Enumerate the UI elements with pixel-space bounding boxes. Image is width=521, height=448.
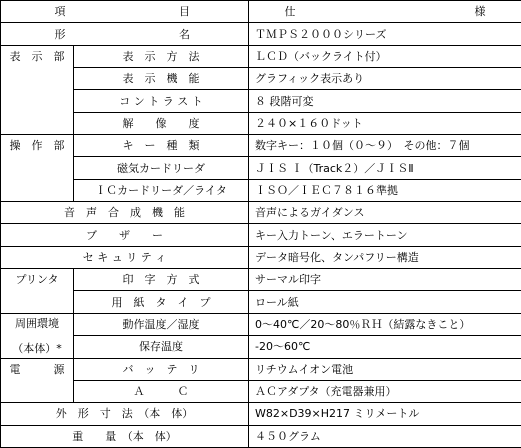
- power-row: [1, 380, 521, 402]
- ac-value: ＡＣアダプタ（充電器兼用）: [249, 380, 521, 402]
- voice-value: 音声によるガイダンス: [249, 202, 521, 224]
- header-spec-cell: [249, 1, 521, 23]
- display-row: [1, 90, 521, 112]
- weight-value: ４５０グラム: [249, 425, 521, 447]
- paper-type-value: ロール紙: [249, 291, 521, 313]
- display-row: [1, 68, 521, 90]
- operating-temp-label: 動作温度／湿度: [74, 313, 249, 335]
- voice-row: [1, 202, 521, 224]
- buzzer-row: [1, 224, 521, 246]
- display-function-label: 表 示 機 能: [74, 68, 249, 90]
- security-value: データ暗号化、タンパフリー構造: [249, 246, 521, 268]
- header-spec-left: 仕: [284, 5, 296, 19]
- model-label-right: 名: [179, 27, 190, 41]
- environment-row: [1, 313, 521, 335]
- security-label: セ キ ュ リ テ ィ: [1, 246, 249, 268]
- printer-row: [1, 269, 521, 291]
- paper-type-label: 用 紙 タ イ プ: [74, 291, 249, 313]
- storage-temp-label: 保存温度: [74, 336, 249, 358]
- security-row: [1, 246, 521, 268]
- display-method-label: 表 示 方 法: [74, 45, 249, 67]
- key-type-value: 数字キー：１０個（０～９） その他：７個: [249, 135, 521, 157]
- model-label-left: 形: [54, 27, 66, 41]
- ac-label: Ａ Ｃ: [74, 380, 249, 402]
- resolution-label: 解 像 度: [74, 112, 249, 134]
- battery-value: リチウムイオン電池: [249, 358, 521, 380]
- power-row: [1, 358, 521, 380]
- contrast-value: ８ 段階可変: [249, 90, 521, 112]
- operation-group-label: 操 作 部: [1, 135, 74, 202]
- contrast-label: コ ン ト ラ ス ト: [74, 90, 249, 112]
- environment-row: [1, 336, 521, 358]
- model-row: [1, 23, 521, 45]
- model-label-cell: [1, 23, 249, 45]
- operation-row: [1, 157, 521, 179]
- operating-temp-value: 0～40℃／20～80％ＲＨ（結露なきこと）: [249, 313, 521, 335]
- weight-label: 重 量 （本 体）: [1, 425, 249, 447]
- environment-group-line2: （本体）*: [12, 341, 62, 355]
- dimensions-value: W82×D39×H217 ミリメートル: [249, 403, 521, 425]
- header-item-right: 目: [179, 5, 190, 19]
- dimensions-row: [1, 403, 521, 425]
- key-type-label: キ ー 種 類: [74, 135, 249, 157]
- display-method-value: ＬＣＤ（バックライト付）: [249, 45, 521, 67]
- printer-row: [1, 291, 521, 313]
- operation-row: [1, 135, 521, 157]
- voice-label: 音 声 合 成 機 能: [1, 202, 249, 224]
- weight-row: [1, 425, 521, 447]
- print-method-label: 印 字 方 式: [74, 269, 249, 291]
- header-item-left: 項: [54, 5, 66, 19]
- dimensions-label: 外 形 寸 法 （本 体）: [1, 403, 249, 425]
- environment-group-label: [1, 313, 74, 358]
- ic-reader-value: ＩＳＯ／ＩＥＣ７８１６準拠: [249, 179, 521, 201]
- buzzer-label: ブ ザ ー: [1, 224, 249, 246]
- magnetic-reader-label: 磁気カードリーダ: [74, 157, 249, 179]
- print-method-value: サーマル印字: [249, 269, 521, 291]
- printer-group-label: プリンタ: [1, 269, 74, 314]
- display-row: [1, 45, 521, 67]
- magnetic-reader-value: ＪＩＳ Ｉ（Track２）／ＪＩＳⅡ: [249, 157, 521, 179]
- header-spec-right: 様: [474, 5, 486, 19]
- storage-temp-value: -20～60℃: [249, 336, 521, 358]
- header-row: [1, 1, 521, 23]
- header-item-cell: [1, 1, 249, 23]
- resolution-value: ２４０×１６０ドット: [249, 112, 521, 134]
- model-value: ＴＭＰＳ２０００シリーズ: [249, 23, 521, 45]
- display-function-value: グラフィック表示あり: [249, 68, 521, 90]
- battery-label: バ ッ テ リ: [74, 358, 249, 380]
- display-row: [1, 112, 521, 134]
- ic-reader-label: ＩＣカードリーダ／ライタ: [74, 179, 249, 201]
- display-group-label: 表 示 部: [1, 45, 74, 134]
- buzzer-value: キー入力トーン、エラートーン: [249, 224, 521, 246]
- power-group-label: 電 源: [1, 358, 74, 403]
- operation-row: [1, 179, 521, 201]
- environment-group-line1: 周囲環境: [15, 316, 59, 330]
